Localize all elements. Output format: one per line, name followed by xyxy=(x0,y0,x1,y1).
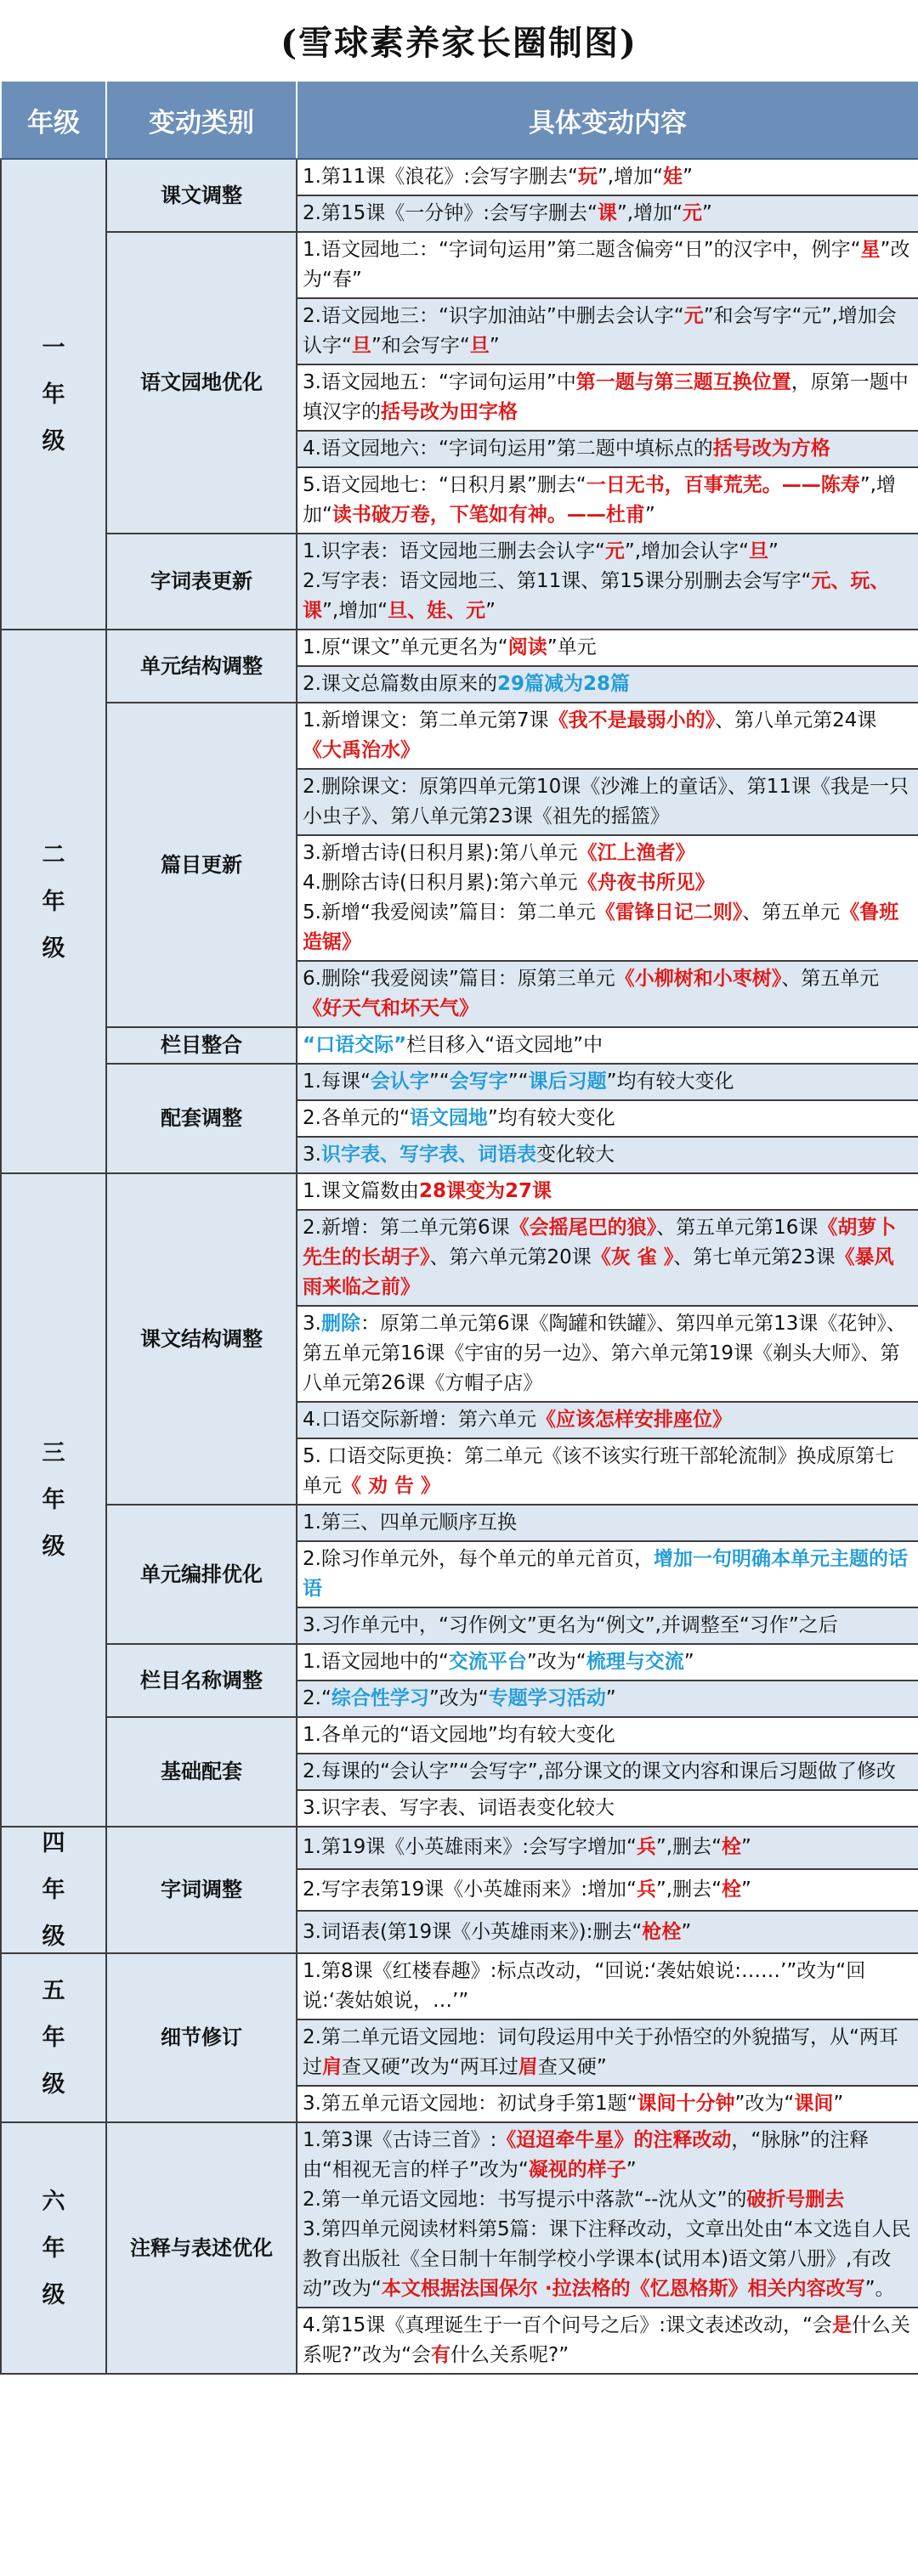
category-cell: 课文结构调整 xyxy=(106,1173,297,1505)
highlight-red: 有 xyxy=(431,2344,451,2366)
highlight-red: 《鲁班造锯》 xyxy=(303,901,899,953)
text-segment: 、第六单元第20课 xyxy=(429,1246,592,1268)
text-segment: ” xyxy=(768,540,779,562)
grade-cell xyxy=(1,1827,106,1953)
text-segment: ” xyxy=(683,1651,694,1673)
text-segment: 3. xyxy=(303,1144,321,1166)
text-segment: 3.第五单元语文园地：初试身手第1题“ xyxy=(303,2093,638,2115)
change-item xyxy=(297,195,918,232)
grade-char: 年 xyxy=(42,381,65,408)
category-cell: 字词调整 xyxy=(106,1827,297,1953)
highlight-red: 《江上渔者》 xyxy=(577,842,695,864)
text-segment: ”均有较大变化 xyxy=(487,1107,615,1129)
text-segment: ”“ xyxy=(428,1071,450,1093)
highlight-blue: 增加一句明确本单元主题的话语 xyxy=(303,1548,908,1600)
text-segment: 2.写字表：语文园地三、第11课、第15课分别删去会写字“ xyxy=(303,570,812,592)
header-content: 具体变动内容 xyxy=(297,81,918,159)
change-item xyxy=(297,1869,918,1912)
highlight-red: 《小柳树和小枣树》 xyxy=(615,968,782,990)
highlight-red: 是 xyxy=(831,2314,852,2336)
grade-char: 年 xyxy=(42,2234,65,2262)
text-segment: ，原第一题中填汉字的 xyxy=(303,371,909,423)
change-item xyxy=(297,1100,918,1137)
change-item xyxy=(297,298,918,364)
category-cell: 栏目名称调整 xyxy=(106,1644,297,1717)
text-segment: ” xyxy=(644,504,655,526)
text-segment: ” xyxy=(681,1920,692,1943)
highlight-red: 元、玩、课 xyxy=(303,570,890,622)
text-segment: 1.第19课《小英雄雨来》:会写字增加“ xyxy=(303,1836,637,1859)
change-item xyxy=(297,1827,918,1869)
highlight-blue: 交流平台 xyxy=(448,1651,527,1673)
category-cell: 单元编排优化 xyxy=(106,1505,297,1644)
category-cell: 字词表更新 xyxy=(106,534,297,630)
category-cell: 栏目整合 xyxy=(106,1027,297,1064)
text-segment: ” xyxy=(605,1687,616,1709)
table-row xyxy=(1,1717,918,1754)
text-segment: 2.各单元的“ xyxy=(303,1107,410,1129)
highlight-red: 旦、娃、元 xyxy=(388,600,486,622)
text-segment: 1.第三、四单元顺序互换 xyxy=(303,1511,517,1534)
change-item xyxy=(297,769,918,835)
highlight-red: 兵 xyxy=(636,1878,656,1901)
highlight-red: 课间十分钟 xyxy=(637,2093,735,2115)
grade-char: 级 xyxy=(42,1534,65,1560)
highlight-red: 星 xyxy=(860,239,881,261)
grade-char: 级 xyxy=(42,1924,65,1950)
text-segment: 2.每课的“会认字”“会写字”,部分课文的课文内容和课后习题做了修改 xyxy=(303,1760,896,1782)
grade-char: 六 xyxy=(42,2188,65,2215)
text-segment: ”均有较大变化 xyxy=(606,1071,734,1093)
change-item xyxy=(297,2086,918,2122)
change-item xyxy=(297,232,918,298)
change-item xyxy=(297,2122,918,2308)
highlight-blue: 会认字 xyxy=(370,1071,429,1093)
text-segment: ”改为“春” xyxy=(303,239,910,291)
text-segment: ”,增加“ xyxy=(322,600,388,622)
change-item xyxy=(297,1402,918,1438)
text-segment: ”,增加“ xyxy=(597,166,664,188)
category-cell: 配套调整 xyxy=(106,1064,297,1173)
text-segment: 1.原“课文”单元更名为“ xyxy=(303,636,508,658)
highlight-blue: 课后习题 xyxy=(528,1071,607,1093)
text-segment: ”“ xyxy=(507,1071,529,1093)
highlight-red: 课 xyxy=(597,202,617,224)
category-cell: 基础配套 xyxy=(106,1717,297,1827)
table-row xyxy=(1,1064,918,1100)
highlight-red: 课间 xyxy=(794,2093,834,2115)
text-segment: 2.除习作单元外，每个单元的单元首页， xyxy=(303,1548,654,1570)
change-item xyxy=(297,467,918,534)
text-segment: 2.“ xyxy=(303,1687,332,1709)
highlight-red: 旦 xyxy=(749,540,769,562)
change-item xyxy=(297,2308,918,2374)
highlight-red: 《好天气和坏天气》 xyxy=(303,997,479,1020)
table-row xyxy=(1,232,918,298)
grade-cell xyxy=(1,2122,106,2374)
text-segment: 2.第一单元语文园地：书写提示中落款“--沈从文”的 xyxy=(303,2189,747,2211)
change-item xyxy=(297,703,918,769)
grade-cell xyxy=(1,1953,106,2122)
change-item xyxy=(297,1541,918,1607)
text-segment: 2.新增：第二单元第6课 xyxy=(303,1217,510,1239)
table-row xyxy=(1,2122,918,2308)
text-segment: 1.识字表：语文园地三删去会认字“ xyxy=(303,540,605,562)
change-item xyxy=(297,630,918,666)
text-segment: 1.语文园地二：“字词句运用”第二题含偏旁“日”的汉字中，例字“ xyxy=(303,239,861,261)
table-header-row xyxy=(1,81,918,159)
highlight-red: 眉 xyxy=(518,2056,538,2078)
change-item xyxy=(297,1717,918,1754)
grade-char: 年 xyxy=(42,888,65,915)
text-segment: 查又硬”改为“两耳过 xyxy=(342,2056,518,2078)
category-cell: 细节修订 xyxy=(106,1953,297,2122)
grade-char: 年 xyxy=(42,2025,65,2051)
highlight-red: 破折号删去 xyxy=(746,2189,845,2211)
table-row xyxy=(1,1644,918,1681)
change-item xyxy=(297,666,918,703)
text-segment: 栏目移入“语文园地”中 xyxy=(406,1034,604,1056)
text-segment: 什么关系呢?” xyxy=(450,2344,570,2366)
text-segment: 3.识字表、写字表、词语表变化较大 xyxy=(303,1797,615,1819)
text-segment: 1.新增课文：第二单元第7课 xyxy=(303,709,549,732)
text-segment: ” xyxy=(626,2159,637,2181)
highlight-red: 《 劝 告 》 xyxy=(342,1475,441,1497)
change-item xyxy=(297,1607,918,1644)
text-segment: 、第五单元 xyxy=(781,968,880,990)
text-segment: 1.各单元的“语文园地”均有较大变化 xyxy=(303,1724,615,1746)
text-segment: 1.语文园地中的“ xyxy=(303,1651,449,1673)
grade-char: 年 xyxy=(42,1877,65,1903)
highlight-blue: 删除 xyxy=(320,1313,360,1335)
text-segment: ”。 xyxy=(864,2278,895,2300)
text-segment: 2.写字表第19课《小英雄雨来》:增加“ xyxy=(303,1878,637,1901)
highlight-red: 《会摇尾巴的狼》 xyxy=(509,1217,657,1239)
change-item xyxy=(297,1210,918,1306)
grade-cell xyxy=(1,1173,106,1827)
highlight-red: 括号改为方格 xyxy=(712,438,830,460)
grade-char: 级 xyxy=(42,935,65,962)
text-segment: ” xyxy=(833,2093,844,2115)
grade-cell xyxy=(1,630,106,1173)
category-cell: 语文园地优化 xyxy=(106,232,297,534)
highlight-blue: 会写字 xyxy=(449,1071,508,1093)
table-row xyxy=(1,1953,918,2020)
table-row xyxy=(1,534,918,630)
category-cell: 课文调整 xyxy=(106,159,297,232)
change-item xyxy=(297,1953,918,2020)
grade-char: 级 xyxy=(42,2071,65,2098)
text-segment: ”,删去“ xyxy=(655,1836,722,1859)
change-item xyxy=(297,1173,918,1210)
change-item xyxy=(297,1137,918,1173)
text-segment: 3. xyxy=(303,1313,321,1335)
header-category: 变动类别 xyxy=(106,81,297,159)
change-item xyxy=(297,1790,918,1827)
grade-char: 级 xyxy=(42,427,65,455)
highlight-red: 玩 xyxy=(577,166,598,188)
highlight-red: 元 xyxy=(683,202,703,224)
grade-char: 三 xyxy=(42,1440,65,1466)
highlight-red: 28课变为27课 xyxy=(418,1180,552,1202)
highlight-red: 《大禹治水》 xyxy=(303,739,420,761)
highlight-blue: 识字表、写字表、词语表 xyxy=(320,1144,536,1166)
highlight-red: 元 xyxy=(604,540,625,562)
highlight-red: 娃 xyxy=(663,166,683,188)
change-item xyxy=(297,431,918,467)
highlight-red: 《应该怎样安排座位》 xyxy=(536,1409,732,1431)
highlight-red: 《胡萝卜先生的长胡子》 xyxy=(303,1217,897,1268)
text-segment: 3.习作单元中，“习作例文”更名为“例文”,并调整至“习作”之后 xyxy=(303,1614,838,1636)
text-segment: 变化较大 xyxy=(536,1144,615,1166)
text-segment: 4.口语交际新增：第六单元 xyxy=(303,1409,536,1431)
category-cell: 单元结构调整 xyxy=(106,630,297,703)
text-segment: 、第七单元第23课 xyxy=(673,1246,836,1268)
text-segment: ”单元 xyxy=(547,636,597,658)
text-segment: 1.第8课《红楼春趣》:标点改动，“回说:‘袭姑娘说:……’”改为“回说:‘袭姑娘说，…’” xyxy=(303,1960,866,2012)
text-segment: 、第八单元第24课 xyxy=(715,709,877,732)
text-segment: ” xyxy=(683,166,693,188)
highlight-red: 元 xyxy=(683,305,704,327)
highlight-blue: 语文园地 xyxy=(409,1107,488,1129)
table-row xyxy=(1,1827,918,1869)
change-item xyxy=(297,534,918,630)
change-item xyxy=(297,364,918,431)
text-segment: 什么关系呢?”改为“会 xyxy=(303,2314,910,2366)
highlight-red: 阅读 xyxy=(507,636,547,658)
highlight-red: 《灰 雀 》 xyxy=(591,1246,674,1268)
text-segment: ” xyxy=(741,1878,751,1901)
change-item xyxy=(297,835,918,961)
text-segment: 4.语文园地六：“字词句运用”第二题中填标点的 xyxy=(303,438,713,460)
table-row xyxy=(1,703,918,769)
change-item xyxy=(297,1027,918,1064)
text-segment: 4.删除古诗(日积月累):第六单元 xyxy=(303,872,578,894)
text-segment: ”改为“ xyxy=(734,2093,795,2115)
grade-char: 年 xyxy=(42,1487,65,1513)
highlight-blue: 专题学习活动 xyxy=(488,1687,606,1709)
highlight-red: 《暴风雨来临之前》 xyxy=(303,1246,894,1298)
text-segment: 5.语文园地七：“日积月累”删去“ xyxy=(303,474,586,496)
highlight-red: 第一题与第三题互换位置 xyxy=(575,371,791,393)
highlight-red: 枪栓 xyxy=(642,1920,682,1943)
text-segment: 2.删除课文：原第四单元第10课《沙滩上的童话》、第11课《我是一只小虫子》、第八单元第23课《祖先的摇篮》 xyxy=(303,776,909,828)
text-segment: ”和会写字“ xyxy=(371,335,470,357)
text-segment: 5.新增“我爱阅读”篇目：第二单元 xyxy=(303,901,596,924)
change-item xyxy=(297,1306,918,1402)
change-item xyxy=(297,1438,918,1505)
highlight-red: 兵 xyxy=(636,1836,656,1859)
grade-char: 级 xyxy=(42,2281,65,2308)
text-segment: ”和会写字“元”,增加会认字“ xyxy=(303,305,897,357)
text-segment: 1.课文篇数由 xyxy=(303,1180,419,1202)
change-item xyxy=(297,1911,918,1953)
change-item xyxy=(297,1064,918,1100)
highlight-red: 旦 xyxy=(469,335,490,357)
grade-char: 一 xyxy=(42,334,65,361)
text-segment: ：原第二单元第6课《陶罐和铁罐》、第四单元第13课《花钟》、第五单元第16课《宇宙的另一边》、第六单元第19课《剃头大师》、第八单元第26课《方帽子店》 xyxy=(303,1313,906,1394)
highlight-red: 一日无书，百事荒芜。——陈寿 xyxy=(586,474,860,496)
change-item xyxy=(297,1754,918,1790)
grade-char: 二 xyxy=(42,841,65,868)
text-segment: 2.第15课《一分钟》:会写字删去“ xyxy=(303,202,598,224)
highlight-red: 栓 xyxy=(722,1878,742,1901)
highlight-blue: 综合性学习 xyxy=(331,1687,429,1709)
text-segment: 1.每课“ xyxy=(303,1071,371,1093)
table-row xyxy=(1,1505,918,1541)
table-row xyxy=(1,1027,918,1064)
table-row xyxy=(1,630,918,666)
text-segment: 6.删除“我爱阅读”篇目：原第三单元 xyxy=(303,968,615,990)
highlight-red: 括号改为田字格 xyxy=(381,401,518,423)
table-body xyxy=(1,159,918,2374)
grade-char: 四 xyxy=(42,1830,65,1856)
text-segment: ” xyxy=(741,1836,751,1859)
text-segment: ”,删去“ xyxy=(655,1878,722,1901)
text-segment: 2.第二单元语文园地：词句段运用中关于孙悟空的外貌描写，从“两耳过 xyxy=(303,2026,898,2078)
text-segment: 3.新增古诗(日积月累):第八单元 xyxy=(303,842,578,864)
text-segment: ” xyxy=(702,202,712,224)
text-segment: 查又硬” xyxy=(537,2056,607,2078)
text-segment: ” xyxy=(489,335,500,357)
change-item xyxy=(297,2020,918,2086)
change-item xyxy=(297,961,918,1027)
table-row xyxy=(1,159,918,195)
change-item xyxy=(297,1644,918,1681)
category-cell: 注释与表述优化 xyxy=(106,2122,297,2374)
highlight-red: 《舟夜书所见》 xyxy=(577,872,715,894)
text-segment: 1.第11课《浪花》:会写字删去“ xyxy=(303,166,578,188)
highlight-blue: “口语交际” xyxy=(303,1034,407,1056)
highlight-red: 肩 xyxy=(322,2056,342,2078)
text-segment: 2.课文总篇数由原来的 xyxy=(303,673,497,695)
text-segment: ”,增加“ xyxy=(303,474,896,526)
highlight-red: 本文根据法国保尔 ·拉法格的《忆恩格斯》相关内容改写 xyxy=(381,2278,865,2300)
highlight-red: 《迢迢牵牛星》的注释改动 xyxy=(496,2129,732,2151)
page-title: (雪球素养家长圈制图) xyxy=(0,0,918,80)
category-cell: 篇目更新 xyxy=(106,703,297,1027)
grade-char: 五 xyxy=(42,1978,65,2004)
text-segment: 3.词语表(第19课《小英雄雨来》):删去“ xyxy=(303,1920,643,1943)
header-grade: 年级 xyxy=(1,81,106,159)
highlight-red: 凝视的样子 xyxy=(528,2159,626,2181)
highlight-red: 《雷锋日记二则》 xyxy=(595,901,743,924)
text-segment: 、第五单元第16课 xyxy=(656,1217,819,1239)
text-segment: ”改为“ xyxy=(428,1687,489,1709)
change-item xyxy=(297,159,918,195)
highlight-red: 《我不是最弱小的》 xyxy=(548,709,716,732)
table-row xyxy=(1,1173,918,1210)
text-segment: ”改为“ xyxy=(526,1651,586,1673)
text-segment: 3.第四单元阅读材料第5篇：课下注释改动，文章出处由“本文选自人民教育出版社《全日制十年制学校小学课本(试用本)语文第八册》,有改动”改为“ xyxy=(303,2218,911,2300)
change-table xyxy=(0,80,918,2375)
highlight-red: 旦 xyxy=(351,335,371,357)
text-segment: ”,增加“ xyxy=(616,202,683,224)
change-item xyxy=(297,1505,918,1541)
text-segment: ” xyxy=(485,600,496,622)
text-segment: 5. 口语交际更换：第二单元《该不该实行班干部轮流制》换成原第七单元 xyxy=(303,1445,895,1497)
text-segment: 2.语文园地三：“识字加油站”中删去会认字“ xyxy=(303,305,684,327)
highlight-red: 栓 xyxy=(722,1836,742,1859)
text-segment: 4.第15课《真理诞生于一百个问号之后》:课文表述改动，“会 xyxy=(303,2314,832,2336)
highlight-blue: 梳理与交流 xyxy=(586,1651,684,1673)
text-segment: ”,增加会认字“ xyxy=(624,540,750,562)
text-segment: 1.第3课《古诗三首》: xyxy=(303,2129,497,2151)
text-segment: ，“脉脉”的注释由“相视无言的样子”改为“ xyxy=(303,2129,870,2181)
text-segment: 3.语文园地五：“字词句运用”中 xyxy=(303,371,576,393)
change-item xyxy=(297,1681,918,1717)
highlight-red: 读书破万卷，下笔如有神。——杜甫 xyxy=(332,504,645,526)
highlight-blue: 29篇减为28篇 xyxy=(496,673,630,695)
grade-cell xyxy=(1,159,106,630)
text-segment: 、第五单元 xyxy=(742,901,841,924)
